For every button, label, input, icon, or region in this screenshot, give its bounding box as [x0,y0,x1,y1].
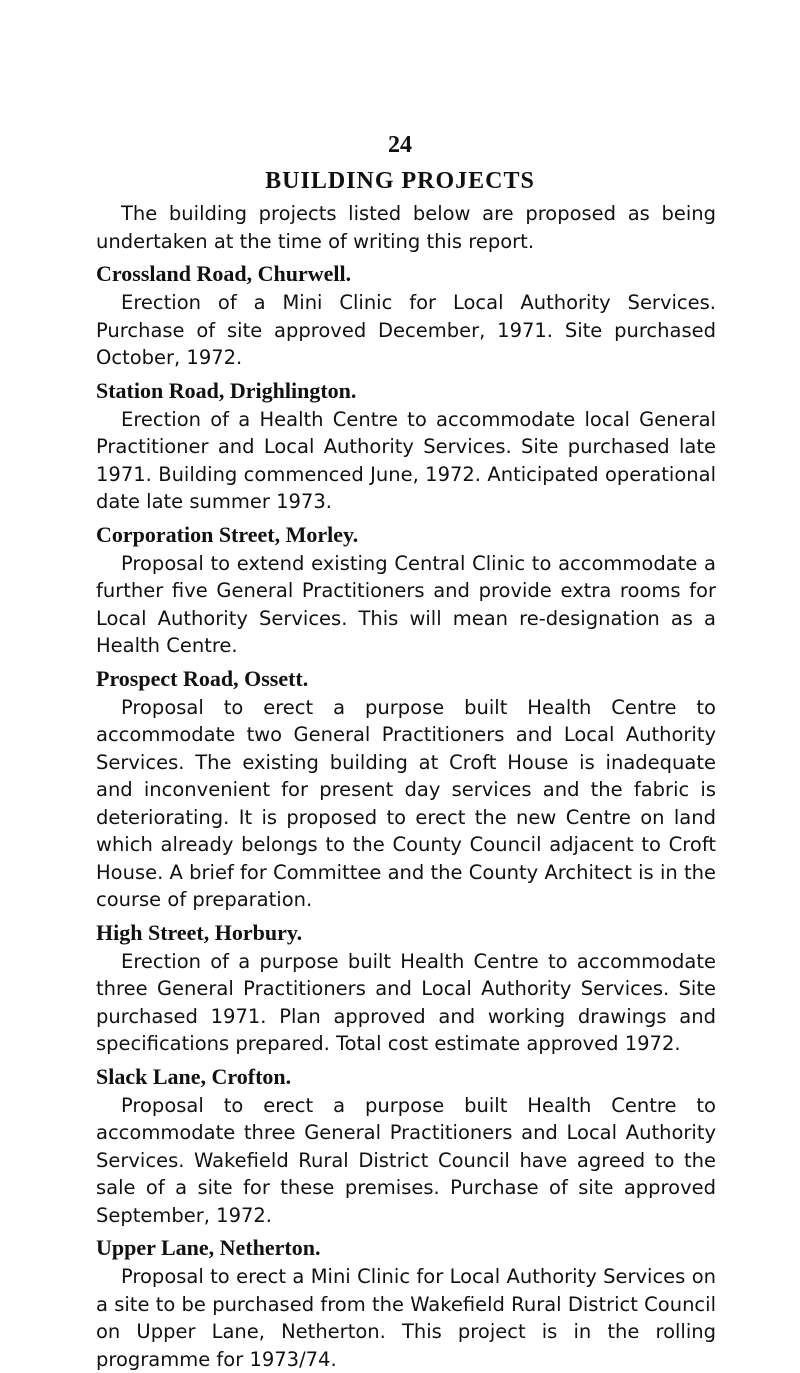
project-corporation-street [96,520,716,660]
intro-paragraph: The building projects listed below are proposed as being undertaken at the time of writing this report. [96,202,716,253]
project-heading: Station Road, Drighlington. [96,377,357,403]
project-high-street [96,918,716,1058]
project-heading: Upper Lane, Netherton. [96,1235,321,1260]
project-description: Erection of a purpose built Health Centre to accommodate three General Practitioners and Local Authority Services. Site purchased 1971. Plan approved and working drawings and specifications prepared. Total cost estimate approved 1972. [96,949,716,1055]
project-description: Proposal to erect a purpose built Health Centre to accommodate three General Practitioners and Local Authority Services. Wakefield Rural District Council have agreed to the sale of a site for these premises. Purchase of site approved September, 1972. [96,1093,716,1227]
project-slack-lane [96,1062,716,1230]
project-description: Proposal to erect a Mini Clinic for Local Authority Services on a site to be purchased from the Wakefield Rural District Council on Upper Lane, Netherton. This project is in the rolling programme for 1973/74. [96,1265,716,1371]
project-upper-lane [96,1233,716,1373]
project-description: Erection of a Health Centre to accommodate local General Practitioner and Local Authority Services. Site purchased late 1971. Building commenced June, 1972. Anticipated operational date late summer 1973. [96,407,716,513]
project-heading: Crossland Road, Churwell. [96,261,352,286]
page-title: BUILDING PROJECTS [265,168,535,194]
project-heading: Slack Lane, Crofton. [96,1063,292,1089]
project-description: Erection of a Mini Clinic for Local Authority Services. Purchase of site approved December, 1971. Site purchased October, 1972. [96,291,716,369]
document-body [96,200,716,1373]
project-description: Proposal to erect a purpose built Health Centre to accommodate two General Practitioners and Local Authority Services. The existing building at Croft House is inadequate and inconvenient for present day services and the fabric is deteriorating. It is proposed to erect the new Centre on land which already belongs to the County Council adjacent to Croft House. A brief for Committee and the County Architect is in the course of preparation. [96,695,716,911]
page-number: 24 [388,132,412,158]
project-heading: Corporation Street, Morley. [96,521,359,547]
project-station-road [96,376,716,516]
project-heading: High Street, Horbury. [96,919,303,945]
project-prospect-road [96,664,716,914]
project-crossland-road [96,259,716,372]
project-heading: Prospect Road, Ossett. [96,665,309,691]
project-description: Proposal to extend existing Central Clinic to accommodate a further five General Practitioners and provide extra rooms for Local Authority Services. This will mean re-designation as a Health Centre. [96,551,716,657]
